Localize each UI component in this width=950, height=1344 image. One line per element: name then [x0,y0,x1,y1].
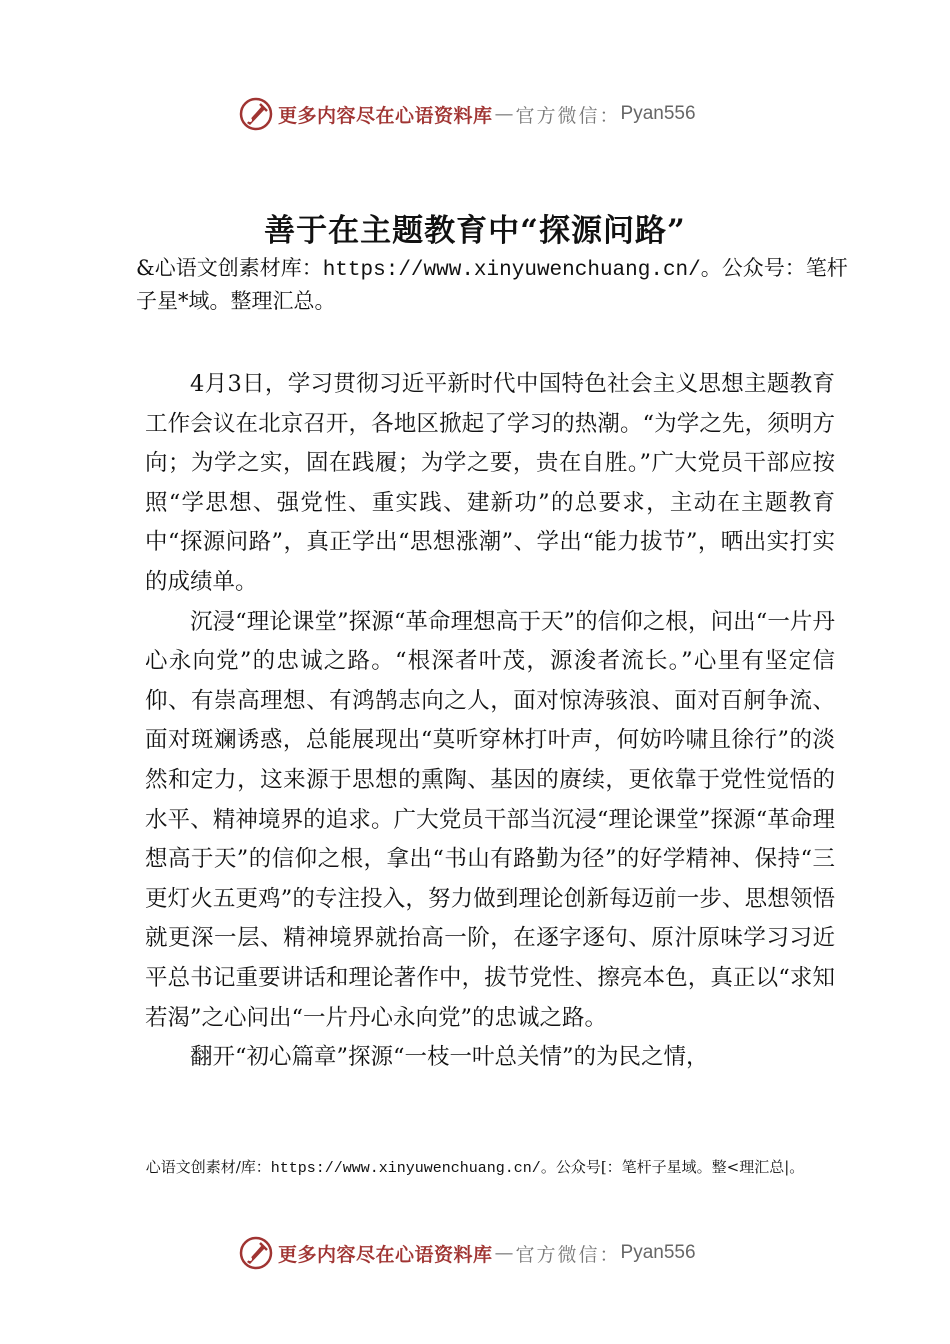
source-suffix: 。公众号：笔杆子星*域。整理汇总。 [136,256,848,313]
document-title: 善于在主题教育中“探源问路” [264,213,686,249]
banner-text: 更多内容尽在心语资料库 [278,1243,493,1266]
banner-separator: — [494,103,514,125]
footer-suffix: 。公众号[：笔杆子星域。整<理汇总|。 [540,1158,805,1176]
footer-prefix: 心语文创素材/库： [145,1158,271,1176]
paragraph: 沉浸“理论课堂”探源“革命理想高于天”的信仰之根，问出“一片丹心永向党”的忠诚之路。“根深者叶茂，源浚者流长。”心里有坚定信仰、有崇高理想、有鸿鹄志向之人，面对惊涛骇浪、面对百舸争流、面对斑斓诱惑，总能展现出“莫听穿林打叶声，何妨吟啸且徐行”的淡然和定力，这来源于思想的熏陶、基因的赓续，更依靠于党性觉悟的水平、精神境界的追求。广大党员干部当沉浸“理论课堂”探源“革命理想高于天”的信仰之根，拿出“书山有路勤为径”的好学精神、保持“三更灯火五更鸡”的专注投入，努力做到理论创新每迈前一步、思想领悟就更深一层、精神境界就抬高一阶，在逐字逐句、原汁原味学习习近平总书记重要讲话和理论著作中，拔节党性、擦亮本色，真正以“求知若渴”之心问出“一片丹心永向党”的忠诚之路。 [145,608,835,1031]
page-footer [0,1156,950,1177]
banner-wechat-id: Pyan556 [620,103,696,124]
banner-wechat-label: 官方微信： [515,1243,621,1266]
footer-url: https://www.xinyuwenchuang.cn/ [270,1160,541,1177]
source-url: https://www.xinyuwenchuang.cn/ [322,259,701,282]
banner-wechat-label: 官方微信： [515,104,621,127]
header-banner [238,94,758,134]
banner-separator: — [494,1242,514,1264]
footer-banner [238,1233,758,1273]
paragraph: 4月3日，学习贯彻习近平新时代中国特色社会主义思想主题教育工作会议在北京召开，各地区掀起了学习的热潮。“为学之先，须明方向；为学之实，固在践履；为学之要，贵在自胜。”广大党员干部应按照“学思想、强党性、重实践、建新功”的总要求，主动在主题教育中“探源问路”，真正学出“思想涨潮”、学出“能力拔节”，晒出实打实的成绩单。 [145,371,835,595]
banner-text: 更多内容尽在心语资料库 [278,104,493,127]
pen-nib-logo-icon [238,1235,274,1271]
paragraph: 翻开“初心篇章”探源“一枝一叶总关情”的为民之情， [190,1044,709,1071]
source-prefix: &心语文创素材库： [136,256,323,280]
banner-wechat-id: Pyan556 [620,1242,696,1263]
source-note [136,253,856,316]
pen-nib-logo-icon [238,96,274,132]
document-body [145,365,835,1078]
